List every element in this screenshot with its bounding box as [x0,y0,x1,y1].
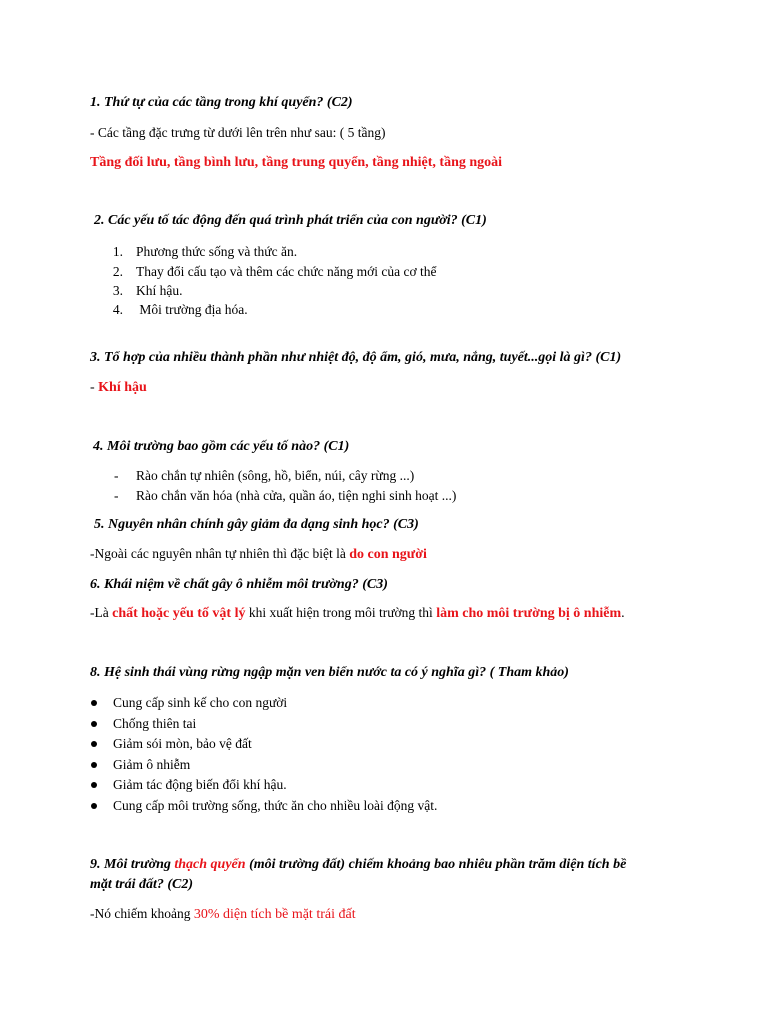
list-number: 3. [112,283,123,298]
question-9-title [90,856,626,873]
bullet-icon [91,762,97,768]
question-8-title: 8. Hệ sinh thái vùng rừng ngập mặn ven biển nước ta có ý nghĩa gì? ( Tham khảo) [90,665,569,680]
list-text: Phương thức sống và thức ăn. [136,244,298,259]
list-text: Giảm ô nhiễm [113,757,191,772]
answer-prefix: -Ngoài các nguyên nhân tự nhiên thì đặc biệt là [90,546,350,561]
question-9-title-cont: mặt trái đất? (C2) [90,877,194,892]
list-marker: - [114,468,119,483]
list-text: Khí hậu. [136,283,183,298]
list-text: Giảm sói mòn, bảo vệ đất [113,736,252,751]
bullet-icon [91,721,97,727]
answer-prefix: -Nó chiếm khoảng [90,906,194,921]
question-5-answer: do con người [349,547,427,562]
question-6-answer-2: làm cho môi trường bị ô nhiễm [436,606,622,621]
bullet-icon [91,700,97,706]
list-text: Rào chắn văn hóa (nhà cửa, quần áo, tiện nghi sinh hoạt ...) [136,488,457,503]
question-9-answer-line [90,905,356,923]
question-1-answer: Tầng đối lưu, tầng bình lưu, tầng trung quyển, tầng nhiệt, tầng ngoài [90,155,503,170]
list-number: 1. [112,244,123,259]
question-1-title: 1. Thứ tự của các tầng trong khí quyển? (C2) [90,95,353,110]
list-text: Thay đổi cấu tạo và thêm các chức năng mới của cơ thể [136,264,437,279]
question-3-answer-line [90,379,147,396]
answer-end: . [621,606,625,621]
question-2-title: 2. Các yếu tố tác động đến quá trình phát triển của con người? (C1) [94,213,487,228]
list-text: Chống thiên tai [113,716,197,731]
question-5-answer-line [90,545,427,563]
question-9-answer: 30% diện tích bề mặt trái đất [193,907,356,922]
title-part: (môi trường đất) chiếm khoảng bao nhiêu phần trăm diện tích bề [245,857,627,872]
bullet-icon [91,741,97,747]
question-5-title: 5. Nguyên nhân chính gây giảm đa dạng sinh học? (C3) [94,517,419,532]
answer-prefix: -Là [90,605,113,620]
list-text: Giảm tác động biến đổi khí hậu. [113,777,287,792]
bullet-icon [91,803,97,809]
list-number: 4. [112,302,123,317]
answer-prefix: - [90,380,99,395]
list-number: 2. [112,264,123,279]
question-3-answer: Khí hậu [98,380,147,395]
question-6-title: 6. Khái niệm về chất gây ô nhiễm môi trường? (C3) [90,577,388,592]
list-text: Cung cấp sinh kế cho con người [113,695,288,710]
question-6-answer-1: chất hoặc yếu tố vật lý [112,606,246,621]
question-4-title: 4. Môi trường bao gồm các yếu tố nào? (C1) [93,439,350,454]
list-text: Cung cấp môi trường sống, thức ăn cho nhiều loài động vật. [113,798,438,813]
question-6-answer-line [90,604,625,622]
title-highlight: thạch quyển [174,857,246,872]
list-text: Môi trường địa hóa. [136,302,248,317]
list-text: Rào chắn tự nhiên (sông, hồ, biển, núi, cây rừng ...) [136,468,415,483]
list-marker: - [114,488,119,503]
title-part: 9. Môi trường [90,857,175,872]
bullet-icon [91,782,97,788]
question-3-title: 3. Tổ hợp của nhiều thành phần như nhiệt độ, độ ẩm, gió, mưa, nắng, tuyết...gọi là gì? (C1) [90,350,622,365]
question-1-line: - Các tầng đặc trưng từ dưới lên trên như sau: ( 5 tầng) [90,125,386,140]
answer-middle: khi xuất hiện trong môi trường thì [245,605,437,620]
